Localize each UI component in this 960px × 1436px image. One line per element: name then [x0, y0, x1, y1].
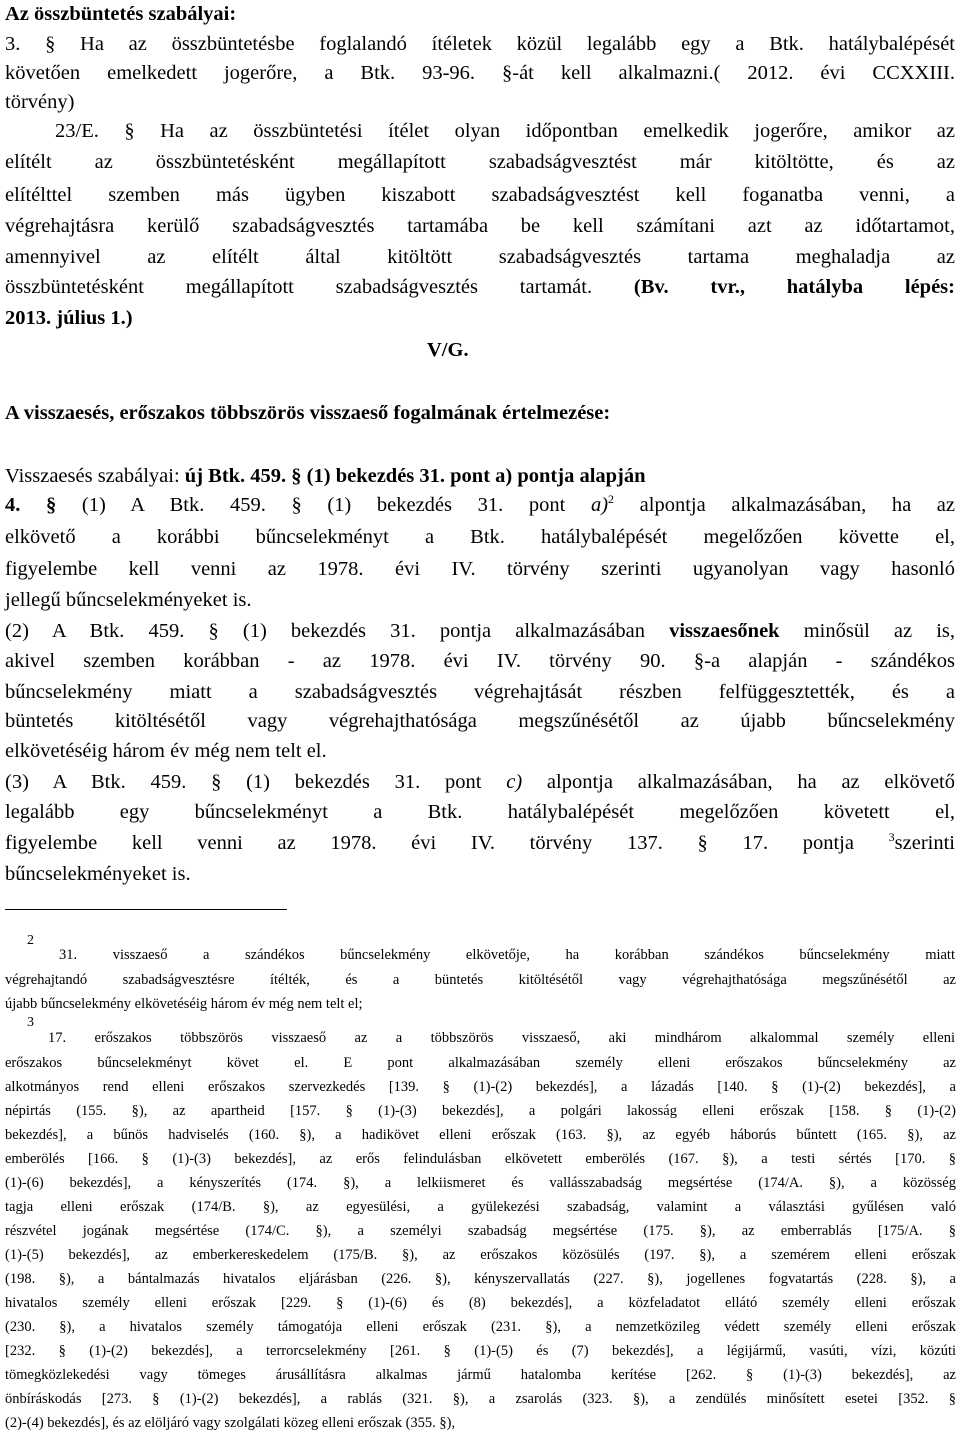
para2-line-5: elkövetéséig három év még nem telt el. — [5, 740, 327, 762]
footnote-separator — [5, 909, 287, 910]
footnote-2-number: 2 — [27, 933, 34, 948]
para3-line-3-text: figyelembe kell venni az 1978. évi IV. törvény 137. § 17. pontja — [5, 832, 889, 854]
para4-line-1-rest: alpontja alkalmazásában, ha az — [614, 494, 956, 516]
section-label: V/G. — [427, 339, 469, 361]
recidivism-intro-bold: új Btk. 459. § (1) bekezdés 31. pont a) pontja alapján — [184, 465, 646, 487]
footnote-3-line-8: tagja elleni erőszak (174/B. §), az egyesülési, a gyülekezési szabadság, valamint a választási gyűlésen való — [5, 1199, 956, 1215]
para2-line-1 — [5, 617, 955, 646]
para4-line-3: figyelembe kell venni az 1978. évi IV. törvény szerinti ugyanolyan vagy hasonló — [5, 558, 955, 580]
sec23-line-4: végrehajtásra kerülő szabadságvesztés tartamába be kell számítani azt az időtartamot, — [5, 215, 955, 237]
sec23-line-6-text: összbüntetésként megállapított szabadságvesztés tartamát. — [5, 276, 634, 298]
footnote-3-line-3: alkotmányos rend elleni erőszakos szervezkedés [139. § (1)-(2) bekezdés], a lázadás [140. § (1)-(2) bekezdés], a — [5, 1079, 956, 1095]
footnote-3-line-6: emberölés [166. § (1)-(3) bekezdés], az erős felindulásban elkövetett emberölés (167. §), a testi sértés [170. § — [5, 1151, 956, 1167]
footnote-3-line-5: bekezdés], a bűnös hadviselés (160. §), a hadikövet elleni erőszak (163. §), az egyéb háborús bűntett (165. §), az — [5, 1127, 956, 1143]
footnote-2-line-3: újabb bűncselekmény elkövetéséig három év még nem telt el; — [5, 996, 363, 1012]
sec23-line-1: 23/E. § Ha az összbüntetési ítélet olyan időpontban emelkedik jogerőre, amikor az — [55, 120, 955, 142]
para2-bold-term: visszaesőnek — [669, 620, 780, 642]
footnote-2-mark — [27, 930, 34, 951]
sec3-line-2: követően emelkedett jogerőre, a Btk. 93-96. §-át kell alkalmazni.( 2012. évi CCXXIII. — [5, 62, 955, 84]
footnote-3-line-11: (198. §), a bántalmazás hivatalos eljárásban (226. §), kényszervallatás (227. §), jogellenes fogvatartás (228. §), a — [5, 1271, 956, 1287]
footnote-3-line-1: 17. erőszakos többszörös visszaeső az a többszörös visszaeső, aki mindhárom alkalommal személy elleni — [48, 1030, 955, 1046]
section-title: A visszaesés, erőszakos többszörös visszaeső fogalmának értelmezése: — [5, 402, 611, 424]
sec23-line-2: elítélt az összbüntetésként megállapított szabadságvesztést már kitöltötte, és az — [5, 151, 955, 173]
footnote-3-line-16: önbíráskodás [273. § (1)-(2) bekezdés], a rablás (321. §), a zsarolás (323. §), a zendülés minősített esetei [352. § — [5, 1391, 956, 1407]
footnote-3-line-14: [232. § (1)-(2) bekezdés], a terrorcselekmény [261. § (1)-(5) és (7) bekezdés], a légijármű, vasúti, vízi, közúti — [5, 1343, 956, 1359]
footnote-3-line-2: erőszakos bűncselekményt követ el. E pont alkalmazásában személy elleni erőszakos bűncselekmény az — [5, 1055, 956, 1071]
sec23-line-3: elítélttel szemben más ügyben kiszabott szabadságvesztést kell foganatba venni, a — [5, 184, 955, 206]
para4-line-1-text: (1) A Btk. 459. § (1) bekezdés 31. pont — [56, 494, 591, 516]
sec23-line-6 — [5, 273, 955, 302]
sec3-line-1: 3. § Ha az összbüntetésbe foglalandó ítéletek közül legalább egy a Btk. hatálybalépését — [5, 33, 955, 55]
footnote-3-line-4: népirtás (155. §), az apartheid [157. § (1)-(3) bekezdés], a polgári lakosság elleni erőszak [158. § (1)-(2) — [5, 1103, 956, 1119]
para2-line-1-text: (2) A Btk. 459. § (1) bekezdés 31. pontja alkalmazásában — [5, 620, 670, 642]
footnote-3-number: 3 — [27, 1015, 34, 1030]
para2-line-4: büntetés kitöltésétől vagy végrehajthatósága megszűnésétől az újabb bűncselekmény — [5, 710, 955, 732]
footnote-3-line-13: (230. §), a hivatalos személy támogatója elleni erőszak (231. §), a nemzetközileg védett személy elleni erőszak — [5, 1319, 956, 1335]
para3-line-1-rest: alpontja alkalmazásában, ha az elkövető — [522, 771, 955, 793]
footnote-3-line-15: tömegközlekedési vagy tömeges árusállításra alkalmas jármű hatalomba kerítése [262. § (1)-(3) bekezdés], az — [5, 1367, 956, 1383]
footnote-3-line-12: hivatalos személy elleni erőszak [229. § (1)-(6) és (8) bekezdés], a közfeladatot ellátó személy elleni erőszak — [5, 1295, 956, 1311]
footnote-3-line-9: részvétel jogának megsértése (174/C. §), a személyi szabadság megsértése (175. §), az emberrablás [175/A. § — [5, 1223, 956, 1239]
para3-line-4: bűncselekményeket is. — [5, 863, 191, 885]
footnote-3-line-10: (1)-(5) bekezdés], az emberkereskedelem (175/B. §), az erőszakos közösülés (197. §), a szemérem elleni erőszak — [5, 1247, 956, 1263]
recidivism-intro — [5, 462, 646, 491]
para3-line-1 — [5, 768, 955, 797]
para3-point-c: c) — [506, 771, 523, 793]
para4-line-2: elkövető a korábbi bűncselekményt a Btk. hatálybalépését megelőzően követte el, — [5, 526, 955, 548]
para3-line-3-rest: szerinti — [894, 832, 955, 854]
sec23-line-5: amennyivel az elítélt által kitöltött szabadságvesztés tartama meghaladja az — [5, 246, 955, 268]
footnote-3-mark — [27, 1012, 34, 1033]
footnote-2-line-1: 31. visszaeső a szándékos bűncselekmény elkövetője, ha korábban szándékos bűncselekmény miatt — [59, 947, 955, 963]
sec3-line-3: törvény) — [5, 91, 75, 113]
footnote-2-line-2: végrehajtandó szabadságvesztésre ítélték, és a büntetés kitöltésétől vagy végrehajthatósága megszűnésétől az — [5, 972, 956, 988]
para3-line-2: legalább egy bűncselekményt a Btk. hatálybalépését megelőzően követett el, — [5, 801, 955, 823]
footnote-ref-3: 3 — [888, 830, 895, 845]
para4-number: 4. § — [5, 494, 57, 516]
footnote-3-line-7: (1)-(6) bekezdés], a kényszerítés (174. §), a lelkiismeret és vallásszabadság megsértése (174/A. §), a közösség — [5, 1175, 956, 1191]
para4-line-1 — [5, 491, 955, 520]
para4-line-4: jellegű bűncselekményeket is. — [5, 589, 252, 611]
para4-point-a: a) — [590, 494, 609, 516]
para2-line-2: akivel szemben korábban - az 1978. évi IV. törvény 90. §-a alapján - szándékos — [5, 650, 955, 672]
para2-line-3: bűncselekmény miatt a szabadságvesztés végrehajtását részben felfüggesztették, és a — [5, 681, 955, 703]
footnote-3-line-17: (2)-(4) bekezdés], és az elöljáró vagy szolgálati közeg elleni erőszak (355. §), — [5, 1415, 456, 1431]
sec23-line-7: 2013. július 1.) — [5, 307, 133, 329]
recidivism-intro-text: Visszaesés szabályai: — [5, 465, 185, 487]
para3-line-3 — [5, 829, 955, 858]
heading: Az összbüntetés szabályai: — [5, 3, 237, 25]
sec23-line-6-bold: (Bv. tvr., hatályba lépés: — [633, 276, 955, 298]
para3-line-1-text: (3) A Btk. 459. § (1) bekezdés 31. pont — [5, 771, 507, 793]
footnote-ref-2: 2 — [608, 492, 615, 507]
para2-line-1-rest: minősül az is, — [779, 620, 955, 642]
